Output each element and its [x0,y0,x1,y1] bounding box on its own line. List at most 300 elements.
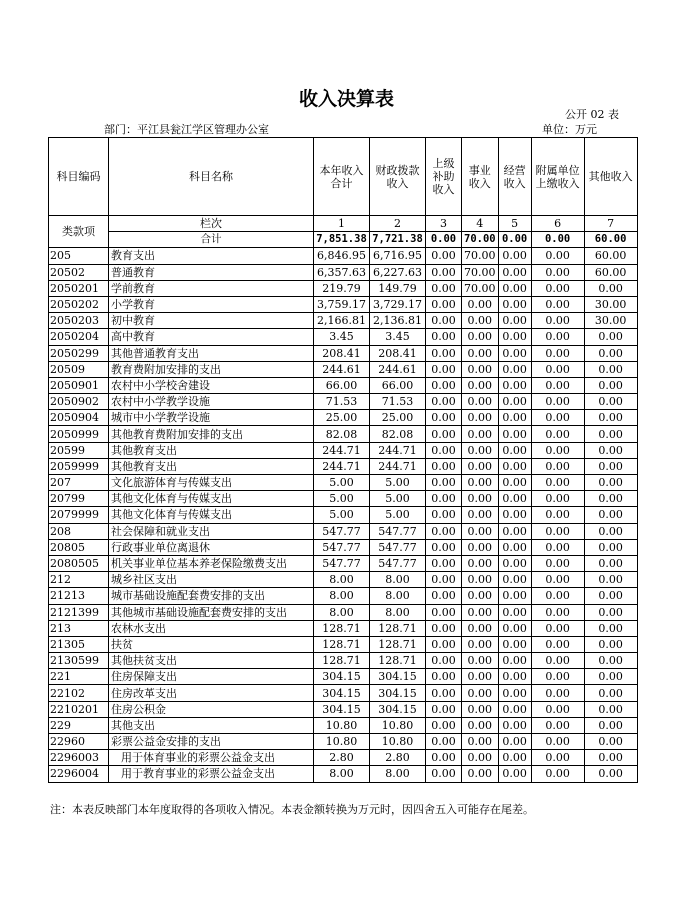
amount-cell: 0.00 [584,636,637,652]
subject-code: 21305 [49,636,109,652]
amount-cell: 244.71 [314,458,370,474]
subject-code: 22960 [49,734,109,750]
amount-cell: 0.00 [426,750,462,766]
total-value: 7,721.38 [370,232,426,248]
amount-cell: 0.00 [498,491,531,507]
amount-cell: 0.00 [531,475,584,491]
total-value: 0.00 [498,232,531,248]
table-row [49,717,638,733]
page-title: 收入决算表 [298,88,394,110]
table-row [49,361,638,377]
amount-cell: 8.00 [314,766,370,782]
amount-cell: 244.71 [370,442,426,458]
amount-cell: 0.00 [531,361,584,377]
amount-cell: 8.00 [370,572,426,588]
amount-cell: 0.00 [498,442,531,458]
subject-name: 其他文化体育与传媒支出 [109,491,314,507]
subject-code: 205 [49,248,109,264]
amount-cell: 3,759.17 [314,296,370,312]
amount-cell: 0.00 [531,296,584,312]
amount-cell: 0.00 [462,734,499,750]
amount-cell: 0.00 [498,588,531,604]
amount-cell: 2.80 [370,750,426,766]
amount-cell: 0.00 [462,685,499,701]
amount-cell: 0.00 [498,620,531,636]
amount-cell: 5.00 [370,491,426,507]
amount-cell: 244.61 [314,361,370,377]
amount-cell: 0.00 [498,766,531,782]
amount-cell: 0.00 [584,345,637,361]
amount-cell: 0.00 [462,394,499,410]
amount-cell: 128.71 [314,620,370,636]
amount-cell: 149.79 [370,280,426,296]
amount-cell: 0.00 [584,523,637,539]
col-num: 4 [462,216,499,232]
amount-cell: 8.00 [370,588,426,604]
amount-cell: 0.00 [426,620,462,636]
subject-code: 2050904 [49,410,109,426]
table-row [49,248,638,264]
amount-cell: 6,716.95 [370,248,426,264]
table-row [49,539,638,555]
subject-name: 住房改革支出 [109,685,314,701]
amount-cell: 60.00 [584,264,637,280]
subject-name: 彩票公益金安排的支出 [109,734,314,750]
subject-name: 城乡社区支出 [109,572,314,588]
amount-cell: 0.00 [426,410,462,426]
col-num: 5 [498,216,531,232]
col-num: 7 [584,216,637,232]
subject-code: 20799 [49,491,109,507]
amount-cell: 0.00 [531,491,584,507]
table-row [49,555,638,571]
subject-code: 2050901 [49,377,109,393]
amount-cell: 0.00 [426,280,462,296]
amount-cell: 0.00 [531,458,584,474]
unit-label: 单位：万元 [542,123,597,136]
amount-cell: 0.00 [584,507,637,523]
amount-cell: 5.00 [314,491,370,507]
amount-cell: 547.77 [370,555,426,571]
amount-cell: 0.00 [531,523,584,539]
amount-cell: 0.00 [531,669,584,685]
amount-cell: 0.00 [584,669,637,685]
amount-cell: 0.00 [498,345,531,361]
header-c7: 其他收入 [584,138,637,216]
amount-cell: 0.00 [498,426,531,442]
amount-cell: 0.00 [462,636,499,652]
amount-cell: 8.00 [370,766,426,782]
amount-cell: 0.00 [531,442,584,458]
income-table [48,137,638,783]
amount-cell: 304.15 [314,701,370,717]
amount-cell: 0.00 [584,475,637,491]
amount-cell: 0.00 [531,377,584,393]
subject-code: 2079999 [49,507,109,523]
subject-code: 20805 [49,539,109,555]
amount-cell: 0.00 [498,636,531,652]
amount-cell: 0.00 [426,394,462,410]
amount-cell: 0.00 [426,475,462,491]
subject-code: 213 [49,620,109,636]
table-row [49,685,638,701]
amount-cell: 0.00 [462,491,499,507]
form-number: 公开 02 表 [565,108,619,121]
amount-cell: 0.00 [426,588,462,604]
subject-code: 229 [49,717,109,733]
amount-cell: 25.00 [370,410,426,426]
amount-cell: 0.00 [426,701,462,717]
amount-cell: 0.00 [584,750,637,766]
amount-cell: 0.00 [584,442,637,458]
amount-cell: 0.00 [498,280,531,296]
amount-cell: 10.80 [314,734,370,750]
total-value: 7,851.38 [314,232,370,248]
header-c5: 经营收入 [498,138,531,216]
subject-code: 2050202 [49,296,109,312]
amount-cell: 0.00 [498,653,531,669]
amount-cell: 208.41 [370,345,426,361]
amount-cell: 0.00 [531,685,584,701]
amount-cell: 0.00 [498,361,531,377]
table-row [49,653,638,669]
subject-code: 2050204 [49,329,109,345]
subject-code: 207 [49,475,109,491]
subject-code: 2050299 [49,345,109,361]
subject-code: 2050203 [49,313,109,329]
amount-cell: 0.00 [531,636,584,652]
amount-cell: 0.00 [498,264,531,280]
amount-cell: 3.45 [370,329,426,345]
subject-code: 2059999 [49,458,109,474]
amount-cell: 0.00 [498,394,531,410]
subject-name: 机关事业单位基本养老保险缴费支出 [109,555,314,571]
amount-cell: 0.00 [584,604,637,620]
amount-cell: 5.00 [370,475,426,491]
amount-cell: 208.41 [314,345,370,361]
subject-name: 学前教育 [109,280,314,296]
subject-name: 用于教育事业的彩票公益金支出 [109,766,314,782]
col-num: 3 [426,216,462,232]
footnote: 注：本表反映部门本年度取得的各项收入情况。本表金额转换为万元时，因四舍五入可能存在尾差。 [50,803,534,816]
subject-name: 城市中小学教学设施 [109,410,314,426]
amount-cell: 0.00 [426,491,462,507]
amount-cell: 0.00 [426,636,462,652]
amount-cell: 0.00 [426,345,462,361]
amount-cell: 0.00 [462,604,499,620]
amount-cell: 0.00 [531,766,584,782]
amount-cell: 0.00 [426,572,462,588]
table-row [49,426,638,442]
amount-cell: 30.00 [584,296,637,312]
amount-cell: 304.15 [370,685,426,701]
subject-name: 城市基础设施配套费安排的支出 [109,588,314,604]
amount-cell: 0.00 [531,394,584,410]
amount-cell: 219.79 [314,280,370,296]
amount-cell: 0.00 [531,264,584,280]
amount-cell: 304.15 [314,685,370,701]
total-value: 0.00 [426,232,462,248]
table-row [49,475,638,491]
amount-cell: 0.00 [426,523,462,539]
total-value: 60.00 [584,232,637,248]
amount-cell: 244.71 [370,458,426,474]
subject-name: 农村中小学校舍建设 [109,377,314,393]
amount-cell: 0.00 [426,766,462,782]
col-num: 2 [370,216,426,232]
amount-cell: 0.00 [531,604,584,620]
subject-name: 其他教育支出 [109,458,314,474]
amount-cell: 3,729.17 [370,296,426,312]
subject-code: 2080505 [49,555,109,571]
amount-cell: 128.71 [370,653,426,669]
subject-code: 2121399 [49,604,109,620]
amount-cell: 0.00 [498,669,531,685]
amount-cell: 0.00 [462,523,499,539]
amount-cell: 0.00 [584,426,637,442]
amount-cell: 8.00 [314,572,370,588]
subject-name: 初中教育 [109,313,314,329]
total-value: 0.00 [531,232,584,248]
subject-code: 21213 [49,588,109,604]
subject-name: 行政事业单位离退休 [109,539,314,555]
amount-cell: 0.00 [462,588,499,604]
header-c3: 上级补助收入 [426,138,462,216]
amount-cell: 547.77 [314,539,370,555]
amount-cell: 0.00 [498,734,531,750]
subject-code: 20509 [49,361,109,377]
table-row [49,523,638,539]
table-row [49,701,638,717]
amount-cell: 0.00 [462,653,499,669]
table-row [49,377,638,393]
subject-code: 20502 [49,264,109,280]
amount-cell: 0.00 [531,426,584,442]
table-row [49,669,638,685]
amount-cell: 0.00 [584,734,637,750]
amount-cell: 0.00 [584,329,637,345]
amount-cell: 0.00 [426,442,462,458]
amount-cell: 0.00 [462,313,499,329]
amount-cell: 71.53 [370,394,426,410]
amount-cell: 0.00 [462,329,499,345]
amount-cell: 0.00 [462,377,499,393]
amount-cell: 0.00 [498,685,531,701]
header-code: 科目编码 [49,138,109,216]
amount-cell: 5.00 [314,507,370,523]
subject-name: 农林水支出 [109,620,314,636]
amount-cell: 547.77 [314,555,370,571]
amount-cell: 0.00 [498,313,531,329]
total-value: 70.00 [462,232,499,248]
subject-name: 教育费附加安排的支出 [109,361,314,377]
amount-cell: 244.71 [314,442,370,458]
amount-cell: 0.00 [498,523,531,539]
table-row [49,280,638,296]
department-label: 部门：平江县瓮江学区管理办公室 [104,123,269,136]
amount-cell: 0.00 [584,280,637,296]
table-row [49,734,638,750]
subject-name: 用于体育事业的彩票公益金支出 [109,750,314,766]
table-row [49,345,638,361]
subject-code: 208 [49,523,109,539]
subject-name: 其他教育支出 [109,442,314,458]
table-row [49,750,638,766]
amount-cell: 0.00 [531,329,584,345]
header-category: 类款项 [49,216,109,248]
amount-cell: 0.00 [584,555,637,571]
table-row [49,296,638,312]
subject-name: 其他城市基础设施配套费安排的支出 [109,604,314,620]
amount-cell: 60.00 [584,248,637,264]
subject-code: 2050902 [49,394,109,410]
amount-cell: 5.00 [314,475,370,491]
table-row [49,507,638,523]
amount-cell: 0.00 [498,555,531,571]
amount-cell: 0.00 [462,750,499,766]
amount-cell: 128.71 [314,636,370,652]
subject-name: 小学教育 [109,296,314,312]
amount-cell: 2,136.81 [370,313,426,329]
amount-cell: 0.00 [426,555,462,571]
amount-cell: 304.15 [314,669,370,685]
subject-name: 住房公积金 [109,701,314,717]
subject-name: 文化旅游体育与传媒支出 [109,475,314,491]
amount-cell: 0.00 [498,458,531,474]
amount-cell: 0.00 [498,750,531,766]
amount-cell: 0.00 [531,701,584,717]
subject-name: 高中教育 [109,329,314,345]
amount-cell: 0.00 [498,296,531,312]
table-row [49,410,638,426]
amount-cell: 3.45 [314,329,370,345]
subject-code: 22102 [49,685,109,701]
amount-cell: 0.00 [498,572,531,588]
amount-cell: 0.00 [426,377,462,393]
table-row [49,572,638,588]
amount-cell: 0.00 [531,653,584,669]
subject-code: 212 [49,572,109,588]
amount-cell: 0.00 [498,329,531,345]
amount-cell: 0.00 [584,701,637,717]
amount-cell: 8.00 [314,588,370,604]
header-c1: 本年收入合计 [314,138,370,216]
amount-cell: 0.00 [531,555,584,571]
amount-cell: 0.00 [531,588,584,604]
amount-cell: 10.80 [370,717,426,733]
amount-cell: 0.00 [462,442,499,458]
amount-cell: 0.00 [462,507,499,523]
amount-cell: 0.00 [462,426,499,442]
amount-cell: 244.61 [370,361,426,377]
subject-code: 2296004 [49,766,109,782]
amount-cell: 0.00 [584,410,637,426]
subject-code: 2050201 [49,280,109,296]
amount-cell: 70.00 [462,264,499,280]
amount-cell: 8.00 [314,604,370,620]
amount-cell: 0.00 [462,717,499,733]
amount-cell: 0.00 [531,345,584,361]
table-row [49,588,638,604]
amount-cell: 0.00 [462,766,499,782]
amount-cell: 0.00 [531,620,584,636]
amount-cell: 0.00 [584,394,637,410]
amount-cell: 0.00 [426,604,462,620]
amount-cell: 10.80 [370,734,426,750]
amount-cell: 0.00 [584,539,637,555]
table-row [49,636,638,652]
table-row [49,458,638,474]
amount-cell: 0.00 [462,572,499,588]
amount-cell: 0.00 [426,458,462,474]
total-label: 合计 [109,232,314,248]
amount-cell: 0.00 [426,717,462,733]
header-c6: 附属单位上缴收入 [531,138,584,216]
amount-cell: 0.00 [584,572,637,588]
table-row [49,620,638,636]
amount-cell: 128.71 [370,620,426,636]
amount-cell: 0.00 [531,750,584,766]
amount-cell: 82.08 [370,426,426,442]
amount-cell: 71.53 [314,394,370,410]
amount-cell: 0.00 [498,507,531,523]
amount-cell: 2.80 [314,750,370,766]
subject-name: 其他教育费附加安排的支出 [109,426,314,442]
amount-cell: 0.00 [462,345,499,361]
amount-cell: 0.00 [531,572,584,588]
amount-cell: 0.00 [462,296,499,312]
subject-name: 普通教育 [109,264,314,280]
table-row [49,491,638,507]
amount-cell: 0.00 [584,620,637,636]
subject-code: 20599 [49,442,109,458]
amount-cell: 0.00 [462,361,499,377]
amount-cell: 6,227.63 [370,264,426,280]
table-row [49,313,638,329]
amount-cell: 304.15 [370,701,426,717]
amount-cell: 0.00 [498,701,531,717]
amount-cell: 547.77 [314,523,370,539]
table-row [49,264,638,280]
subject-code: 2130599 [49,653,109,669]
subject-name: 教育支出 [109,248,314,264]
amount-cell: 0.00 [531,313,584,329]
col-num: 6 [531,216,584,232]
amount-cell: 0.00 [498,248,531,264]
amount-cell: 0.00 [498,717,531,733]
amount-cell: 0.00 [426,539,462,555]
subject-name: 社会保障和就业支出 [109,523,314,539]
amount-cell: 66.00 [314,377,370,393]
amount-cell: 82.08 [314,426,370,442]
amount-cell: 547.77 [370,539,426,555]
amount-cell: 0.00 [462,458,499,474]
subject-name: 其他支出 [109,717,314,733]
amount-cell: 0.00 [531,280,584,296]
amount-cell: 0.00 [584,588,637,604]
amount-cell: 0.00 [426,296,462,312]
amount-cell: 6,357.63 [314,264,370,280]
amount-cell: 0.00 [462,555,499,571]
amount-cell: 304.15 [370,669,426,685]
amount-cell: 0.00 [426,264,462,280]
amount-cell: 0.00 [498,377,531,393]
header-column-no: 栏次 [109,216,314,232]
amount-cell: 547.77 [370,523,426,539]
amount-cell: 0.00 [426,426,462,442]
table-row [49,394,638,410]
table-row [49,766,638,782]
